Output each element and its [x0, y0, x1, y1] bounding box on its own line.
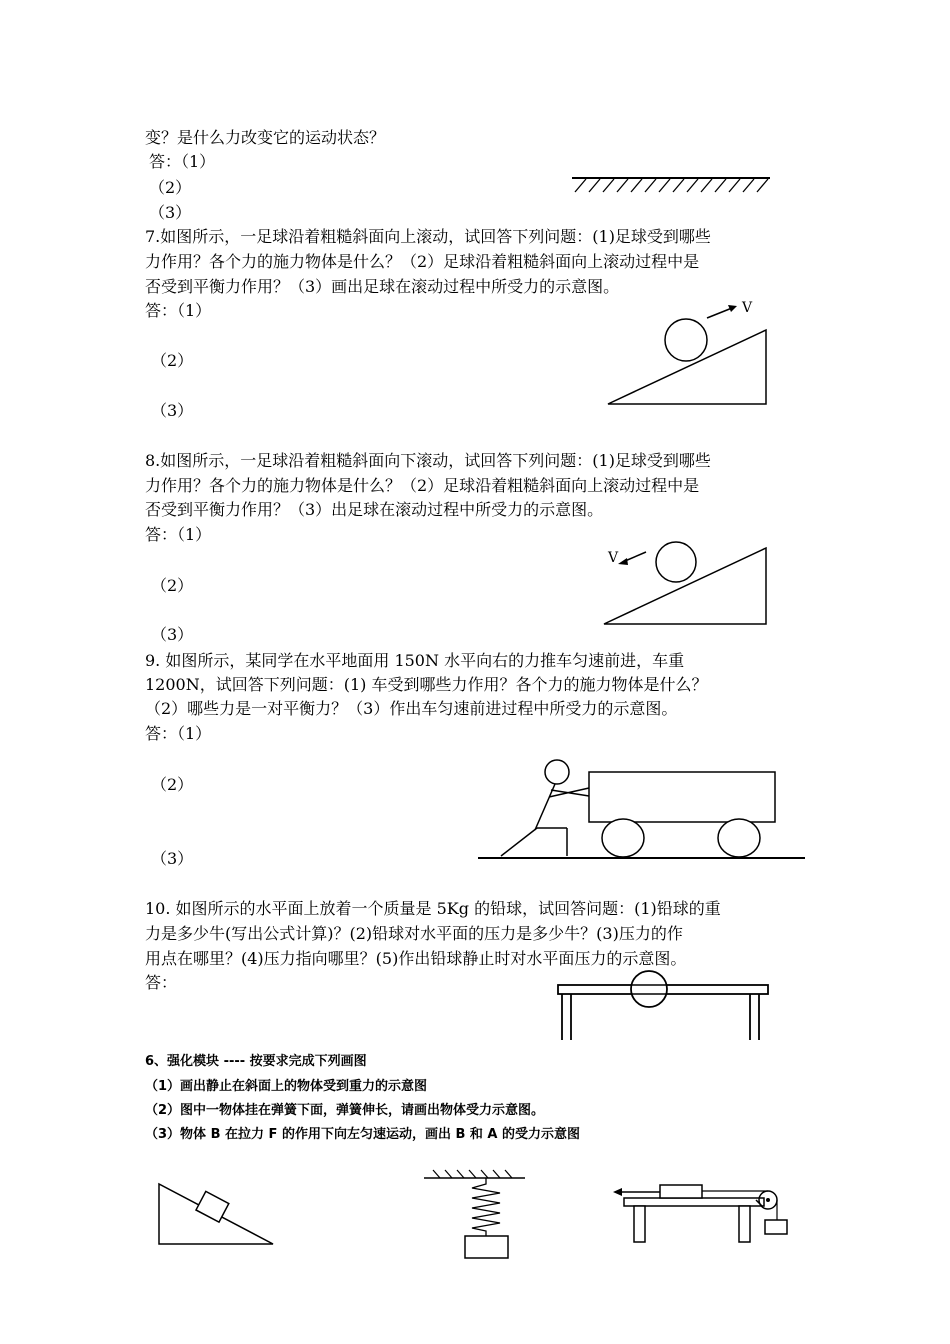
q7-answer-3: （3） [151, 401, 194, 420]
q9-line1: 9. 如图所示，某同学在水平地面用 150N 水平向右的力推车匀速前进，车重 [145, 651, 685, 670]
ground-figure [570, 172, 775, 196]
q7-velocity-label: V [742, 300, 753, 316]
q10-line2: 力是多少牛(写出公式计算)？(2)铅球对水平面的压力是多少牛？(3)压力的作 [145, 924, 683, 943]
q9-push-cart-figure [475, 752, 810, 867]
q8-line3: 否受到平衡力作用？（3）出足球在滚动过程中所受力的示意图。 [145, 500, 604, 519]
q8-answer-2: （2） [151, 576, 194, 595]
module-item-2: （2）图中一物体挂在弹簧下面，弹簧伸长，请画出物体受力示意图。 [145, 1103, 545, 1118]
q9-answer-1: 答：（1） [145, 724, 212, 743]
q9-line3: （2）哪些力是一对平衡力？（3）作出车匀速前进过程中所受力的示意图。 [145, 699, 678, 718]
q8-incline-figure [600, 540, 775, 630]
q6-answer-3: （3） [149, 203, 192, 222]
q9-answer-2: （2） [151, 775, 194, 794]
module-title: 6、强化模块 ---- 按要求完成下列画图 [145, 1054, 367, 1069]
q6-line1: 变？是什么力改变它的运动状态？ [145, 128, 386, 147]
q10-answer: 答： [145, 973, 178, 992]
q10-line1: 10. 如图所示的水平面上放着一个质量是 5Kg 的铅球，试回答问题：(1)铅球的重 [145, 899, 721, 918]
q7-line3: 否受到平衡力作用？（3）画出足球在滚动过程中所受力的示意图。 [145, 277, 620, 296]
q7-incline-figure [600, 290, 775, 410]
q7-answer-2: （2） [151, 351, 194, 370]
q6-answer-1: 答：（1） [149, 152, 216, 171]
q9-line2: 1200N，试回答下列问题：(1) 车受到哪些力作用？各个力的施力物体是什么？ [145, 675, 708, 694]
q7-line2: 力作用？各个力的施力物体是什么？（2）足球沿着粗糙斜面向上滚动过程中是 [145, 252, 700, 271]
q9-answer-3: （3） [151, 849, 194, 868]
q8-answer-3: （3） [151, 625, 194, 644]
q7-line1: 7.如图所示，一足球沿着粗糙斜面向上滚动，试回答下列问题：(1)足球受到哪些 [145, 227, 711, 246]
spring-weight-figure [420, 1168, 530, 1263]
q8-line1: 8.如图所示，一足球沿着粗糙斜面向下滚动，试回答下列问题：(1)足球受到哪些 [145, 451, 711, 470]
q10-table-ball-figure [552, 972, 774, 1044]
pulley-table-figure [610, 1178, 795, 1248]
q6-answer-2: （2） [149, 178, 192, 197]
q7-answer-1: 答：（1） [145, 301, 212, 320]
q8-answer-1: 答：（1） [145, 525, 212, 544]
module-item-1: （1）画出静止在斜面上的物体受到重力的示意图 [145, 1079, 428, 1094]
q10-line3: 用点在哪里？(4)压力指向哪里？(5)作出铅球静止时对水平面压力的示意图。 [145, 949, 687, 968]
q8-velocity-label: V [608, 550, 619, 566]
module-item-3: （3）物体 B 在拉力 F 的作用下向左匀速运动，画出 B 和 A 的受力示意图 [145, 1127, 581, 1142]
block-on-incline-figure [155, 1178, 280, 1250]
q8-line2: 力作用？各个力的施力物体是什么？（2）足球沿着粗糙斜面向上滚动过程中是 [145, 476, 700, 495]
